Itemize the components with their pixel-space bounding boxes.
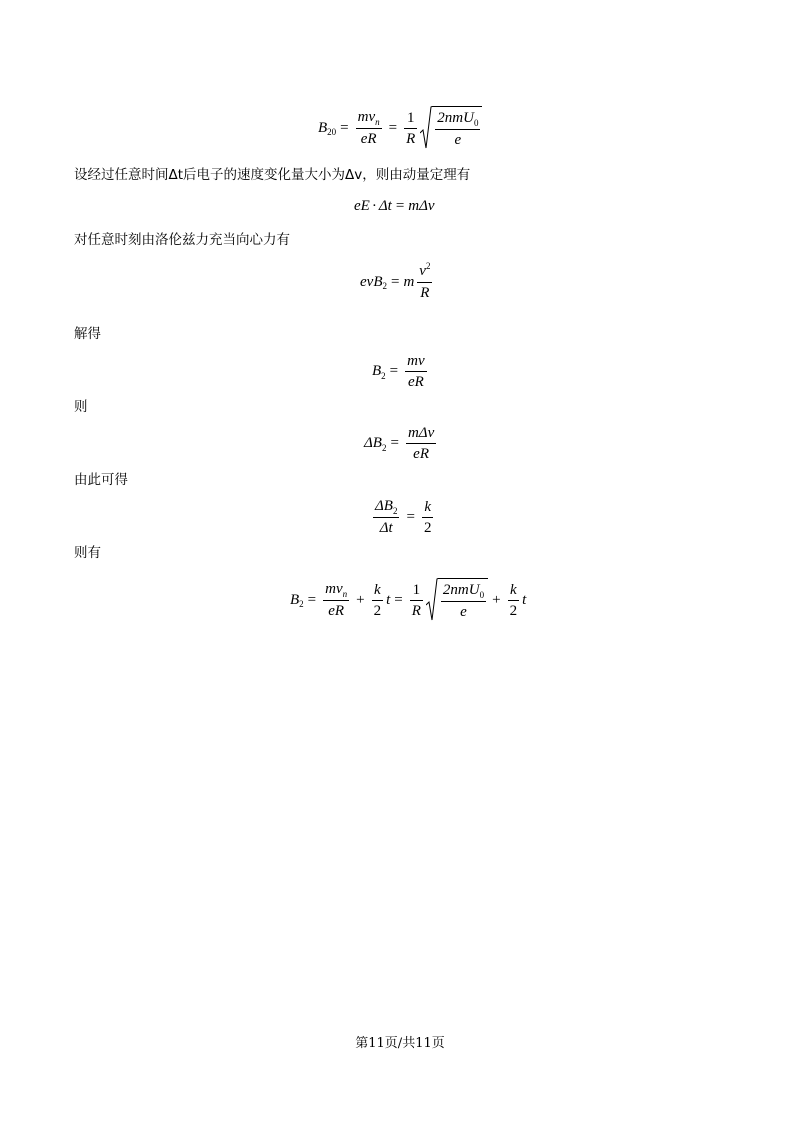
equals-sign: =: [390, 273, 400, 290]
term-m-delta-v: mΔv: [408, 198, 435, 214]
numerator-1: 1: [406, 109, 415, 126]
denominator-2: 2: [423, 519, 432, 536]
subscript-2: 2: [392, 506, 398, 516]
equation-delta-b2: [364, 424, 439, 463]
text-line-momentum-theorem: 设经过任意时间Δt后电子的速度变化量大小为Δv，则由动量定理有: [74, 167, 471, 183]
fraction-mv-over-er: [405, 352, 427, 391]
numerator-mv: mv: [325, 581, 343, 597]
fraction-k-over-2: [508, 581, 520, 620]
radical-sign-icon: [420, 106, 432, 150]
equation-b2: [372, 352, 430, 391]
numerator-2nm: 2nm: [437, 109, 464, 126]
denominator-e: e: [454, 131, 462, 148]
subscript-0: 0: [473, 117, 479, 128]
equation-centripetal: [360, 262, 435, 302]
denominator-2: 2: [509, 602, 518, 619]
equation-b2-final: [290, 578, 526, 622]
term-evb: evB: [360, 273, 383, 290]
text-line-therefore: 则有: [74, 545, 101, 561]
subscript-2: 2: [299, 599, 304, 609]
denominator-r: R: [420, 285, 430, 301]
page-footer: 第11页/共11页: [355, 1036, 445, 1051]
subscript-2: 2: [381, 370, 386, 381]
subscript-0: 0: [479, 589, 485, 600]
term-delta-b: ΔB: [364, 435, 382, 451]
equation-b20: [318, 106, 482, 150]
text-line-then: 则: [74, 399, 88, 415]
fraction-k-over-2: [372, 581, 384, 620]
plus-sign: +: [492, 591, 501, 608]
equals-sign: =: [395, 198, 405, 214]
symbol-m: m: [403, 273, 415, 290]
equals-sign: =: [389, 363, 399, 379]
fraction-1-over-r: [404, 109, 417, 148]
fraction-k-over-2: [422, 498, 434, 537]
numerator-k: k: [424, 498, 432, 515]
term-delta-t: Δt: [378, 198, 392, 214]
text-line-solve: 解得: [74, 326, 101, 342]
fraction-mvn-over-er: [323, 580, 349, 620]
term-ee: eE: [354, 198, 370, 214]
subscript-n: n: [342, 589, 348, 599]
equation-impulse: [354, 198, 435, 215]
square-root: [420, 106, 482, 150]
fraction-mvn-over-er: [356, 108, 382, 148]
fraction-mdv-over-er: [406, 424, 436, 463]
fraction-1-over-r: [410, 581, 423, 620]
denominator-er: eR: [407, 374, 424, 390]
equals-sign: =: [388, 119, 398, 136]
subscript-20: 20: [327, 127, 337, 137]
denominator-delta-t: Δt: [379, 520, 393, 536]
symbol-t: t: [522, 591, 527, 608]
numerator-mv: mv: [357, 109, 376, 125]
equation-rate: [370, 497, 436, 537]
subscript-2: 2: [381, 442, 387, 453]
fraction-delta-b2-over-delta-t: [373, 497, 399, 537]
denominator-2: 2: [373, 602, 382, 619]
subscript-n: n: [375, 117, 380, 127]
numerator-mv: mv: [407, 353, 425, 369]
symbol-u: U: [463, 109, 474, 126]
numerator-2nm: 2nm: [442, 581, 469, 598]
symbol-t: t: [386, 591, 391, 608]
square-root: [426, 578, 488, 622]
numerator-1: 1: [412, 581, 421, 598]
denominator-er: eR: [360, 131, 377, 147]
denominator-r: R: [406, 130, 416, 147]
symbol-b: B: [290, 591, 300, 608]
subscript-2: 2: [382, 281, 387, 291]
denominator-er: eR: [328, 603, 345, 619]
equals-sign: =: [307, 591, 317, 608]
numerator-k: k: [509, 581, 517, 598]
symbol-b: B: [372, 363, 382, 379]
superscript-2: 2: [425, 261, 431, 271]
denominator-e: e: [460, 603, 467, 620]
text-line-lorentz-force: 对任意时刻由洛伦兹力充当向心力有: [74, 232, 290, 248]
numerator-k: k: [374, 581, 381, 598]
denominator-er: eR: [413, 446, 429, 462]
fraction-v2-over-r: [417, 262, 432, 302]
numerator-v: v: [419, 263, 426, 279]
plus-sign: +: [356, 591, 365, 608]
numerator-m-delta-v: mΔv: [407, 425, 435, 441]
equals-sign: =: [406, 508, 415, 525]
symbol-u: U: [468, 581, 480, 598]
equals-sign: =: [394, 591, 403, 608]
equals-sign: =: [390, 435, 399, 451]
equals-sign: =: [340, 119, 349, 136]
symbol-b: B: [318, 119, 328, 136]
numerator-delta-b: ΔB: [375, 498, 393, 514]
text-line-thus: 由此可得: [74, 472, 128, 488]
denominator-r: R: [411, 602, 421, 619]
radical-sign-icon: [426, 578, 438, 622]
dot-operator: ·: [371, 198, 377, 214]
